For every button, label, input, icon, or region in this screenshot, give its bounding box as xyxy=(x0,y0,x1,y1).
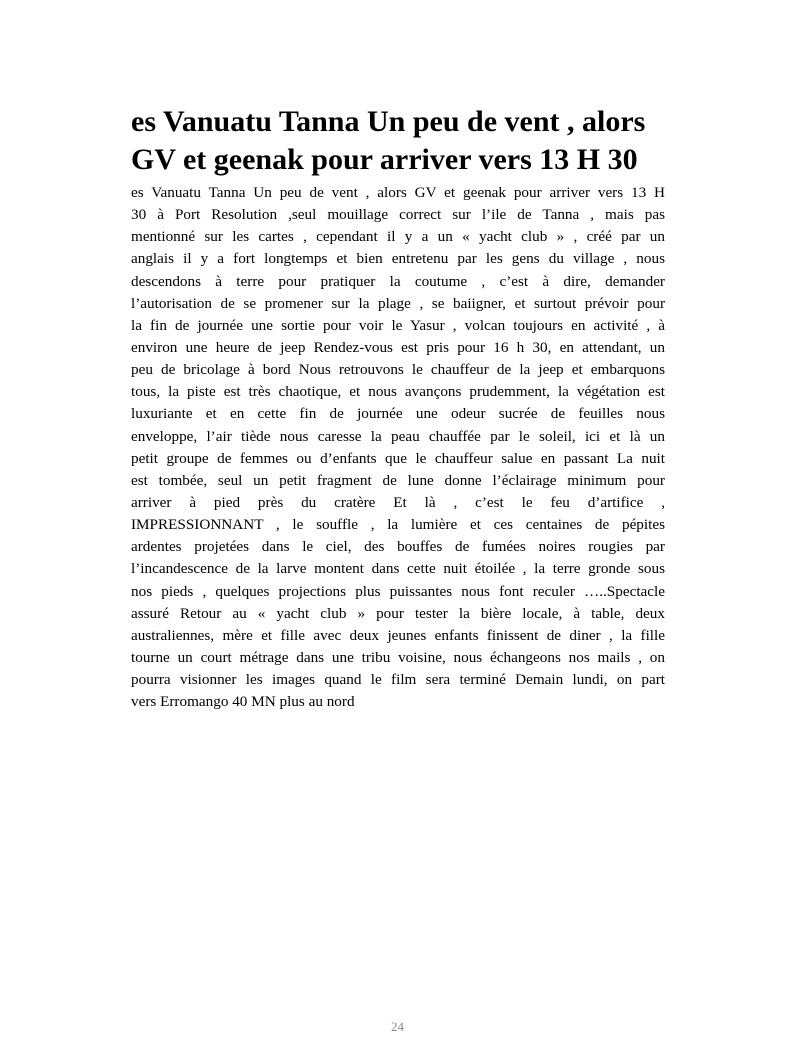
body-line: australiennes, mère et fille avec deux jeunes enfants finissent de diner , la fille xyxy=(131,626,665,644)
body-line: ardentes projetées dans le ciel, des bouffes de fumées noires rougies par xyxy=(131,538,665,556)
body-line: tourne un court métrage dans une tribu voisine, nous échangeons nos mails , on xyxy=(131,648,665,666)
title-line-2: GV et geenak pour arriver vers 13 H 30 xyxy=(131,143,638,176)
body-line: vers Erromango 40 MN plus au nord xyxy=(131,693,355,711)
body-line: descendons à terre pour pratiquer la coutume , c’est à dire, demander xyxy=(131,272,665,290)
body-line: tous, la piste est très chaotique, et nous avançons prudemment, la végétation est xyxy=(131,383,665,401)
body-line: luxuriante et en cette fin de journée une odeur sucrée de feuilles nous xyxy=(131,405,665,423)
body-line: assuré Retour au « yacht club » pour tester la bière locale, à table, deux xyxy=(131,604,665,622)
body-line: l’incandescence de la larve montent dans cette nuit étoilée , la terre gronde sous xyxy=(131,560,665,578)
body-line: est tombée, seul un petit fragment de lune donne l’éclairage minimum pour xyxy=(131,471,665,489)
body-line: mentionné sur les cartes , cependant il y a un « yacht club » , créé par un xyxy=(131,228,665,246)
page-number: 24 xyxy=(391,1019,404,1034)
page-title xyxy=(131,103,671,179)
body-line: arriver à pied près du cratère Et là , c’est le feu d’artifice , xyxy=(131,493,665,511)
body-line: es Vanuatu Tanna Un peu de vent , alors GV et geenak pour arriver vers 13 H xyxy=(131,184,665,201)
body-line: peu de bricolage à bord Nous retrouvons le chauffeur de la jeep et embarquons xyxy=(131,361,665,379)
body-line: IMPRESSIONNANT , le souffle , la lumière et ces centaines de pépites xyxy=(131,516,665,534)
body-line: environ une heure de jeep Rendez-vous est pris pour 16 h 30, en attendant, un xyxy=(131,338,665,356)
body-line: petit groupe de femmes ou d’enfants que le chauffeur salue en passant La nuit xyxy=(131,449,665,467)
body-paragraph xyxy=(131,182,665,713)
body-line: enveloppe, l’air tiède nous caresse la peau chauffée par le soleil, ici et là un xyxy=(131,427,665,445)
body-line: 30 à Port Resolution ,seul mouillage correct sur l’ile de Tanna , mais pas xyxy=(131,206,665,224)
body-line: pourra visionner les images quand le film sera terminé Demain lundi, on part xyxy=(131,671,665,689)
title-line-1: es Vanuatu Tanna Un peu de vent , alors xyxy=(131,105,646,138)
body-line: anglais il y a fort longtemps et bien entretenu par les gens du village , nous xyxy=(131,250,665,268)
body-line: l’autorisation de se promener sur la plage , se baiigner, et surtout prévoir pour xyxy=(131,294,665,312)
body-line: la fin de journée une sortie pour voir le Yasur , volcan toujours en activité , à xyxy=(131,316,665,334)
body-line: nos pieds , quelques projections plus puissantes nous font reculer …..Spectacle xyxy=(131,582,665,600)
